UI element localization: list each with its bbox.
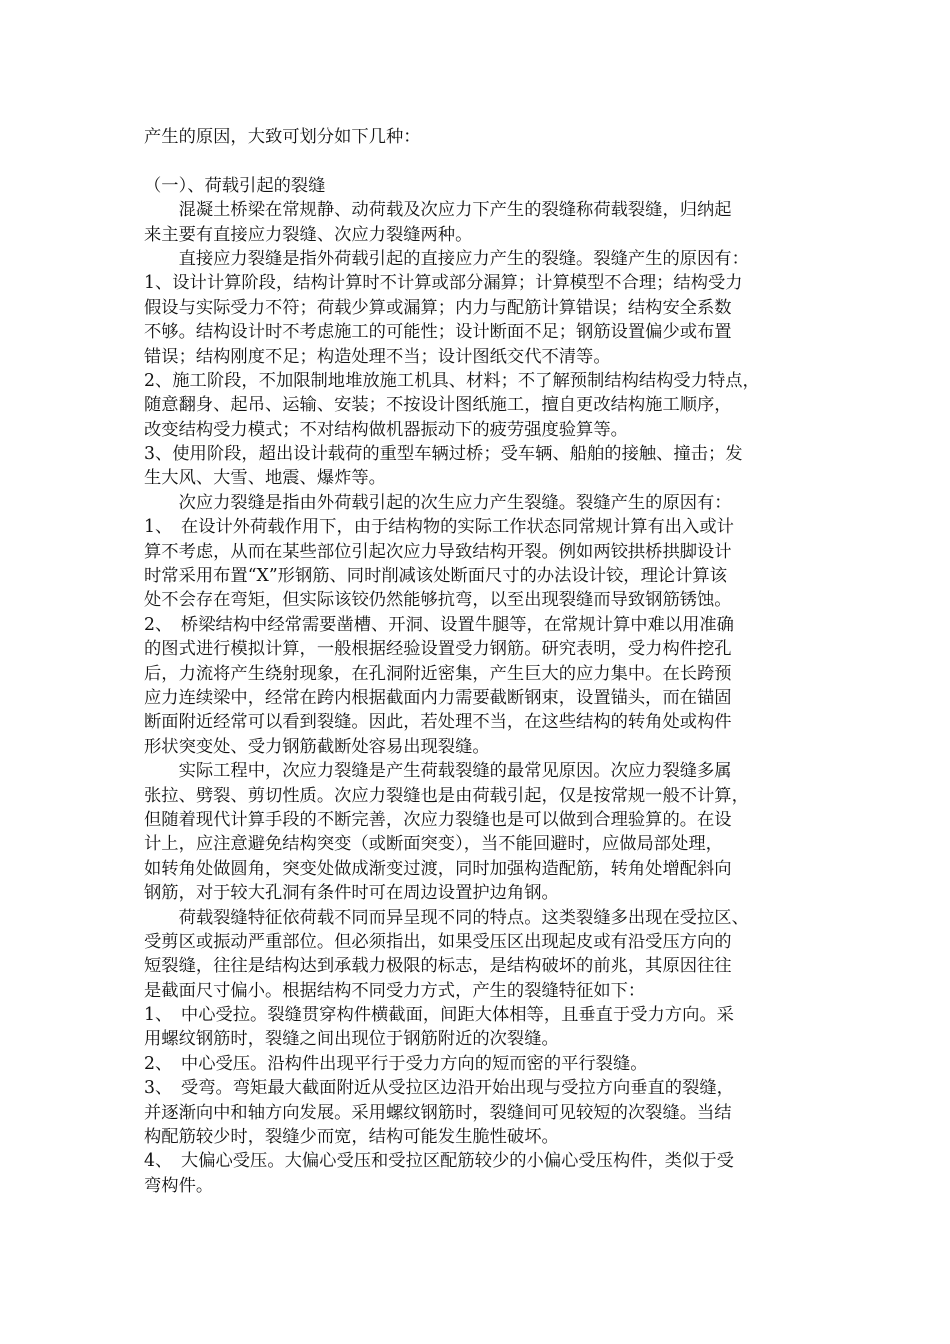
text-line: 计上，应注意避免结构突变（或断面突变），当不能回避时，应做局部处理， (144, 834, 723, 855)
text-line: 4、 大偏心受压。大偏心受压和受拉区配筋较少的小偏心受压构件，类似于受 (144, 1151, 734, 1172)
text-line: 1、 在设计外荷载作用下，由于结构物的实际工作状态同常规计算有出入或计 (144, 517, 734, 538)
text-line: 弯构件。 (144, 1175, 214, 1196)
text-line: 时常采用布置“X”形钢筋、同时削减该处断面尺寸的办法设计铰，理论计算该 (144, 566, 727, 587)
text-line: 但随着现代计算手段的不断完善，次应力裂缝也是可以做到合理验算的。在设 (144, 809, 732, 830)
text-line: 应力连续梁中，经常在跨内根据截面内力需要截断钢束，设置锚头，而在锚固 (144, 687, 732, 708)
text-line: （一）、荷载引起的裂缝 (144, 175, 326, 196)
text-line: 来主要有直接应力裂缝、次应力裂缝两种。 (144, 224, 473, 245)
text-line: 直接应力裂缝是指外荷载引起的直接应力产生的裂缝。裂缝产生的原因有： (144, 248, 749, 269)
text-line: 并逐渐向中和轴方向发展。采用螺纹钢筋时，裂缝间可见较短的次裂缝。当结 (144, 1102, 732, 1123)
text-line: 随意翻身、起吊、运输、安装；不按设计图纸施工，擅自更改结构施工顺序， (144, 395, 732, 416)
text-line: 断面附近经常可以看到裂缝。因此，若处理不当，在这些结构的转角处或构件 (144, 712, 732, 733)
text-line: 3、使用阶段，超出设计载荷的重型车辆过桥；受车辆、船舶的接触、撞击；发 (144, 444, 743, 465)
text-line: 2、 桥梁结构中经常需要凿槽、开洞、设置牛腿等，在常规计算中难以用准确 (144, 614, 734, 635)
paragraph-spacer (144, 149, 816, 173)
text-line: 错误；结构刚度不足；构造处理不当；设计图纸交代不清等。 (144, 346, 611, 367)
text-line: 改变结构受力模式；不对结构做机器振动下的疲劳强度验算等。 (144, 419, 628, 440)
text-line: 荷载裂缝特征依荷载不同而异呈现不同的特点。这类裂缝多出现在受拉区、 (144, 907, 749, 928)
text-line: 构配筋较少时，裂缝少而宽，结构可能发生脆性破坏。 (144, 1127, 559, 1148)
text-line: 张拉、劈裂、剪切性质。次应力裂缝也是由荷载引起，仅是按常规一般不计算， (144, 785, 749, 806)
text-line: 短裂缝，往往是结构达到承载力极限的标志，是结构破坏的前兆，其原因往往 (144, 956, 732, 977)
text-line: 混凝土桥梁在常规静、动荷载及次应力下产生的裂缝称荷载裂缝，归纳起 (144, 200, 732, 221)
text-line: 1、设计计算阶段，结构计算时不计算或部分漏算；计算模型不合理；结构受力 (144, 273, 743, 294)
text-line: 次应力裂缝是指由外荷载引起的次生应力产生裂缝。裂缝产生的原因有： (144, 492, 732, 513)
text-line: 后，力流将产生绕射现象，在孔洞附近密集，产生巨大的应力集中。在长跨预 (144, 663, 732, 684)
text-line: 实际工程中，次应力裂缝是产生荷载裂缝的最常见原因。次应力裂缝多属 (144, 761, 732, 782)
text-line: 的图式进行模拟计算，一般根据经验设置受力钢筋。研究表明，受力构件挖孔 (144, 639, 732, 660)
text-line: 用螺纹钢筋时，裂缝之间出现位于钢筋附近的次裂缝。 (144, 1029, 559, 1050)
text-line: 不够。结构设计时不考虑施工的可能性；设计断面不足；钢筋设置偏少或布置 (144, 322, 732, 343)
text-line: 假设与实际受力不符；荷载少算或漏算；内力与配筋计算错误；结构安全系数 (144, 297, 732, 318)
text-line: 如转角处做圆角，突变处做成渐变过渡，同时加强构造配筋，转角处增配斜向 (144, 858, 732, 879)
text-line: 1、 中心受拉。裂缝贯穿构件横截面，间距大体相等，且垂直于受力方向。采 (144, 1005, 734, 1026)
text-line: 钢筋，对于较大孔洞有条件时可在周边设置护边角钢。 (144, 883, 559, 904)
text-line: 形状突变处、受力钢筋截断处容易出现裂缝。 (144, 736, 490, 757)
text-line: 受剪区或振动严重部位。但必须指出，如果受压区出现起皮或有沿受压方向的 (144, 931, 732, 952)
text-line: 生大风、大雪、地震、爆炸等。 (144, 468, 386, 489)
text-line: 产生的原因，大致可划分如下几种： (144, 127, 421, 147)
text-line: 3、 受弯。弯矩最大截面附近从受拉区边沿开始出现与受拉方向垂直的裂缝， (144, 1078, 734, 1099)
text-line: 2、 中心受压。沿构件出现平行于受力方向的短而密的平行裂缝。 (144, 1053, 648, 1074)
document-body (144, 125, 816, 1198)
text-line: 是截面尺寸偏小。根据结构不同受力方式，产生的裂缝特征如下： (144, 980, 646, 1001)
text-line: 算不考虑，从而在某些部位引起次应力导致结构开裂。例如两铰拱桥拱脚设计 (144, 541, 732, 562)
text-line: 2、施工阶段，不加限制地堆放施工机具、材料；不了解预制结构结构受力特点， (144, 370, 760, 391)
text-line: 处不会存在弯矩，但实际该铰仍然能够抗弯，以至出现裂缝而导致钢筋锈蚀。 (144, 590, 732, 611)
